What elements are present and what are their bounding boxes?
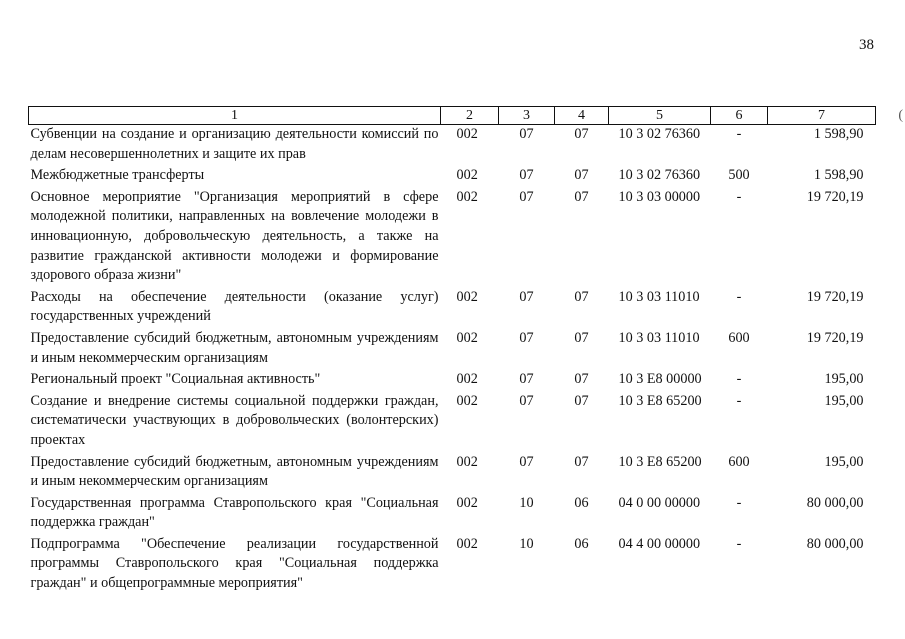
row-name: Основное мероприятие "Организация мероприятий в сфере молодежной политики, направленных на вовлечение молодежи в инновационную, добровольческую деятельность, а также на развитие гражданской активности молодежи и формирование здорового образа жизни" (30, 188, 439, 284)
row-expense-type: - (736, 494, 742, 511)
row-expense-type: - (736, 535, 742, 552)
row-amount: 195,00 (824, 392, 864, 409)
table-header (29, 107, 876, 125)
row-section-code: 10 (519, 535, 534, 552)
header-cell: 3 (499, 107, 555, 125)
row-ministry-code: 002 (456, 329, 478, 346)
row-amount: 19 720,19 (806, 288, 864, 305)
header-cell: 1 (29, 107, 441, 125)
row-expense-type: - (736, 126, 742, 142)
row-subsection-code: 06 (574, 494, 589, 511)
row-ministry-code: 002 (456, 188, 478, 205)
table-row (29, 188, 876, 288)
row-subsection-code: 07 (574, 392, 589, 409)
budget-table (28, 106, 876, 596)
row-section-code: 07 (519, 371, 534, 388)
table-body (29, 125, 876, 596)
row-name: Подпрограмма "Обеспечение реализации государственной программы Ставропольского края "Социальная поддержка граждан" и общепрограммные мероприятия" (30, 535, 439, 592)
row-section-code: 10 (519, 494, 534, 511)
row-amount: 19 720,19 (806, 188, 864, 205)
row-subsection-code: 07 (574, 453, 589, 470)
header-cell: 2 (441, 107, 499, 125)
table-row (29, 166, 876, 188)
header-cell: 4 (555, 107, 609, 125)
row-section-code: 07 (519, 288, 534, 305)
table-row (29, 453, 876, 494)
row-section-code: 07 (519, 188, 534, 205)
row-name: Создание и внедрение системы социальной поддержки граждан, систематически участвующих в добровольческих (волонтерских) проектах (30, 392, 439, 448)
row-name: Расходы на обеспечение деятельности (оказание услуг) государственных учреждений (30, 288, 439, 325)
row-section-code: 07 (519, 126, 534, 142)
page-number: 38 (859, 37, 874, 53)
row-section-code: 07 (519, 167, 534, 184)
row-name: Межбюджетные трансферты (30, 167, 205, 184)
row-expense-type: 600 (728, 329, 750, 346)
row-target-code: 10 3 03 00000 (618, 188, 701, 205)
row-target-code: 10 3 02 76360 (618, 167, 701, 184)
row-target-code: 04 0 00 00000 (618, 494, 701, 511)
row-ministry-code: 002 (456, 126, 478, 142)
row-ministry-code: 002 (456, 371, 478, 388)
margin-mark: ( (898, 108, 903, 123)
row-amount: 80 000,00 (806, 494, 864, 511)
row-target-code: 10 3 E8 00000 (618, 371, 702, 388)
row-amount: 195,00 (824, 453, 864, 470)
row-ministry-code: 002 (456, 167, 478, 184)
table-row (29, 329, 876, 370)
table-row (29, 125, 876, 167)
table-row (29, 288, 876, 329)
row-target-code: 10 3 E8 65200 (618, 392, 702, 409)
row-expense-type: - (736, 188, 742, 205)
header-cell: 6 (711, 107, 768, 125)
row-name: Региональный проект "Социальная активность" (30, 371, 321, 388)
row-subsection-code: 07 (574, 126, 589, 142)
table-row (29, 494, 876, 535)
row-target-code: 10 3 E8 65200 (618, 453, 702, 470)
row-amount: 80 000,00 (806, 535, 864, 552)
table-row (29, 535, 876, 596)
row-ministry-code: 002 (456, 453, 478, 470)
row-amount: 195,00 (824, 371, 864, 388)
row-name: Государственная программа Ставропольского края "Социальная поддержка граждан" (30, 494, 439, 531)
table-row (29, 370, 876, 392)
row-name: Субвенции на создание и организацию деятельности комиссий по делам несовершеннолетних и защите их прав (30, 126, 439, 162)
header-cell: 5 (609, 107, 711, 125)
row-amount: 1 598,90 (813, 126, 864, 142)
row-target-code: 10 3 02 76360 (618, 126, 701, 142)
header-row (29, 107, 876, 125)
row-subsection-code: 07 (574, 371, 589, 388)
row-section-code: 07 (519, 329, 534, 346)
row-expense-type: - (736, 371, 742, 388)
row-subsection-code: 06 (574, 535, 589, 552)
row-ministry-code: 002 (456, 494, 478, 511)
row-section-code: 07 (519, 453, 534, 470)
row-name: Предоставление субсидий бюджетным, автономным учреждениям и иным некоммерческим организациям (30, 329, 439, 366)
row-amount: 19 720,19 (806, 329, 864, 346)
row-target-code: 10 3 03 11010 (618, 329, 700, 346)
row-target-code: 10 3 03 11010 (618, 288, 700, 305)
row-subsection-code: 07 (574, 288, 589, 305)
row-section-code: 07 (519, 392, 534, 409)
row-expense-type: 500 (728, 167, 750, 184)
row-subsection-code: 07 (574, 167, 589, 184)
row-ministry-code: 002 (456, 392, 478, 409)
row-name: Предоставление субсидий бюджетным, автономным учреждениям и иным некоммерческим организациям (30, 453, 439, 490)
row-expense-type: - (736, 392, 742, 409)
row-ministry-code: 002 (456, 288, 478, 305)
row-ministry-code: 002 (456, 535, 478, 552)
row-subsection-code: 07 (574, 329, 589, 346)
row-expense-type: - (736, 288, 742, 305)
row-amount: 1 598,90 (813, 167, 864, 184)
row-subsection-code: 07 (574, 188, 589, 205)
row-expense-type: 600 (728, 453, 750, 470)
table-row (29, 392, 876, 453)
row-target-code: 04 4 00 00000 (618, 535, 701, 552)
header-cell: 7 (768, 107, 876, 125)
